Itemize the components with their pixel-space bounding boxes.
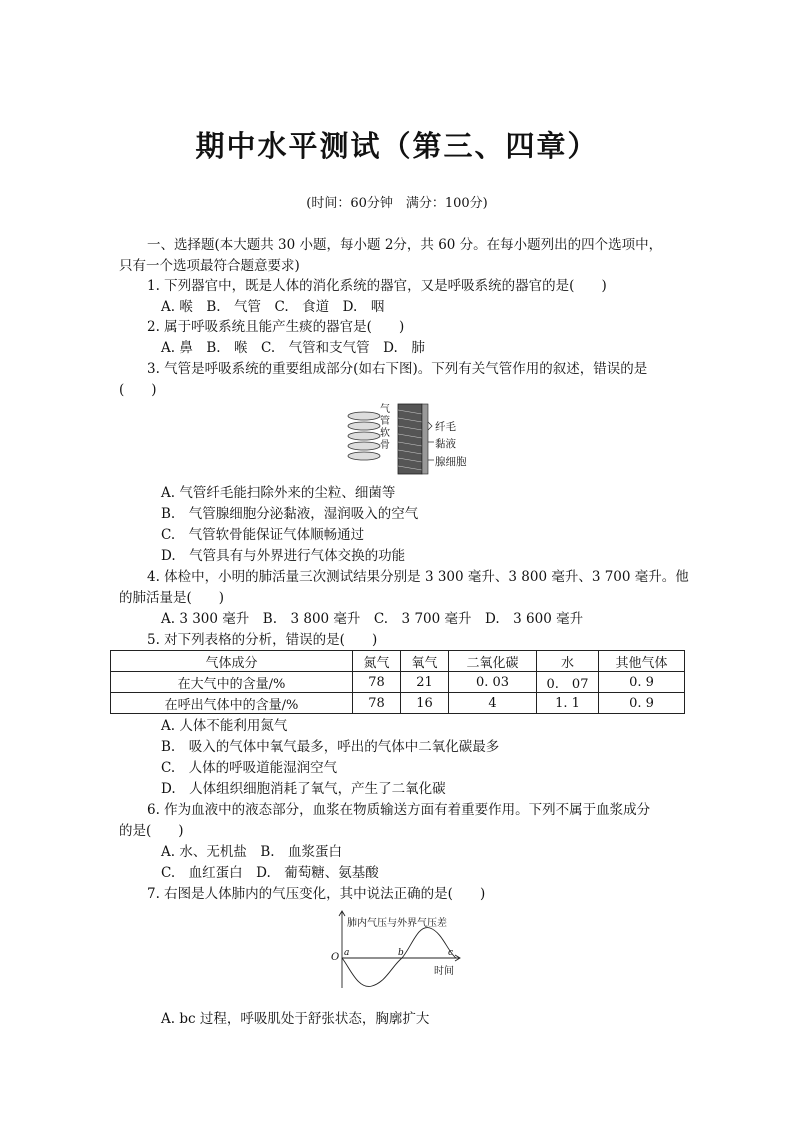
point-b-label: b <box>398 948 404 958</box>
table-header-cell: 二氧化碳 <box>449 651 537 672</box>
section-instruction-line1: 一、选择题(本大题共 30 小题，每小题 2分，共 60 分。在每小题列出的四个选项中， <box>147 237 663 253</box>
section-instruction-line2: 只有一个选项最符合题意要求) <box>119 258 300 274</box>
q4-stem-cont: 的肺活量是( ) <box>119 590 225 606</box>
q3-option-c: C. 气管软骨能保证气体顺畅通过 <box>161 527 365 543</box>
q1-stem: 1. 下列器官中，既是人体的消化系统的器官，又是呼吸系统的器官的是( ) <box>147 278 607 294</box>
q5-option-c: C. 人体的呼吸道能湿润空气 <box>161 760 338 776</box>
q6-options-ab: A. 水、无机盐 B. 血浆蛋白 <box>161 844 343 860</box>
q3-option-d: D. 气管具有与外界进行气体交换的功能 <box>161 548 406 564</box>
chart-x-label: 时间 <box>434 966 454 977</box>
trachea-label-2: 管 <box>380 416 390 427</box>
q1-options: A. 喉 B. 气管 C. 食道 D. 咽 <box>161 299 385 315</box>
table-cell: 0. 07 <box>537 672 599 693</box>
q4-stem: 4. 体检中，小明的肺活量三次测试结果分别是 3 300 毫升、3 800 毫升、3 700 毫升。他 <box>147 569 689 585</box>
table-row <box>111 693 685 714</box>
q3-stem-cont: ( ) <box>119 382 157 398</box>
q5-option-a: A. 人体不能利用氮气 <box>161 718 288 734</box>
q3-option-b: B. 气管腺细胞分泌黏液，湿润吸入的空气 <box>161 506 419 522</box>
q6-stem-cont: 的是( ) <box>119 823 184 839</box>
page-title: 期中水平测试（第三、四章） <box>195 129 599 163</box>
q4-options: A. 3 300 毫升 B. 3 800 毫升 C. 3 700 毫升 D. 3 600 毫升 <box>161 611 584 627</box>
table-cell: 在大气中的含量/% <box>111 672 353 693</box>
trachea-figure <box>340 402 480 476</box>
table-cell: 78 <box>353 693 401 714</box>
point-a-label: a <box>344 948 350 958</box>
table-cell: 0. 9 <box>599 672 685 693</box>
mucus-label: 黏液 <box>435 438 456 450</box>
lung-pressure-figure <box>330 908 465 992</box>
q5-stem: 5. 对下列表格的分析，错误的是( ) <box>147 632 378 648</box>
chart-y-label: 肺内气压与外界气压差 <box>347 918 447 929</box>
q5-option-d: D. 人体组织细胞消耗了氧气，产生了二氧化碳 <box>161 781 446 797</box>
q7-option-a: A. bc 过程，呼吸肌处于舒张状态，胸廓扩大 <box>161 1011 430 1027</box>
point-c-label: c <box>448 948 454 958</box>
q7-stem: 7. 右图是人体肺内的气压变化，其中说法正确的是( ) <box>147 886 486 902</box>
q3-stem: 3. 气管是呼吸系统的重要组成部分(如右下图)。下列有关气管作用的叙述，错误的是 <box>147 361 648 377</box>
table-cell: 78 <box>353 672 401 693</box>
table-header-cell: 其他气体 <box>599 651 685 672</box>
table-cell: 4 <box>449 693 537 714</box>
q2-options: A. 鼻 B. 喉 C. 气管和支气管 D. 肺 <box>161 340 425 356</box>
table-header-cell: 氮气 <box>353 651 401 672</box>
trachea-label-3: 软 <box>380 428 390 439</box>
table-cell: 0. 9 <box>599 693 685 714</box>
trachea-label-1: 气 <box>380 404 390 415</box>
q5-option-b: B. 吸入的气体中氧气最多，呼出的气体中二氧化碳最多 <box>161 739 500 755</box>
chart-origin-label: O <box>331 952 340 963</box>
table-header-row <box>111 651 685 672</box>
table-header-cell: 水 <box>537 651 599 672</box>
q2-stem: 2. 属于呼吸系统且能产生痰的器官是( ) <box>147 319 405 335</box>
table-cell: 在呼出气体中的含量/% <box>111 693 353 714</box>
table-header-cell: 气体成分 <box>111 651 353 672</box>
q6-options-cd: C. 血红蛋白 D. 葡萄糖、氨基酸 <box>161 865 379 881</box>
q6-stem: 6. 作为血液中的液态部分，血浆在物质输送方面有着重要作用。下列不属于血浆成分 <box>147 802 651 818</box>
table-cell: 21 <box>401 672 449 693</box>
cilia-label: 纤毛 <box>435 421 456 433</box>
trachea-label-4: 骨 <box>380 440 390 451</box>
table-row <box>111 672 685 693</box>
exam-info: (时间：60分钟 满分：100分) <box>306 196 488 211</box>
table-cell: 0. 03 <box>449 672 537 693</box>
gas-composition-table <box>110 650 685 714</box>
table-cell: 1. 1 <box>537 693 599 714</box>
q3-option-a: A. 气管纤毛能扫除外来的尘粒、细菌等 <box>161 485 396 501</box>
table-header-cell: 氧气 <box>401 651 449 672</box>
gland-label: 腺细胞 <box>435 456 467 468</box>
table-cell: 16 <box>401 693 449 714</box>
